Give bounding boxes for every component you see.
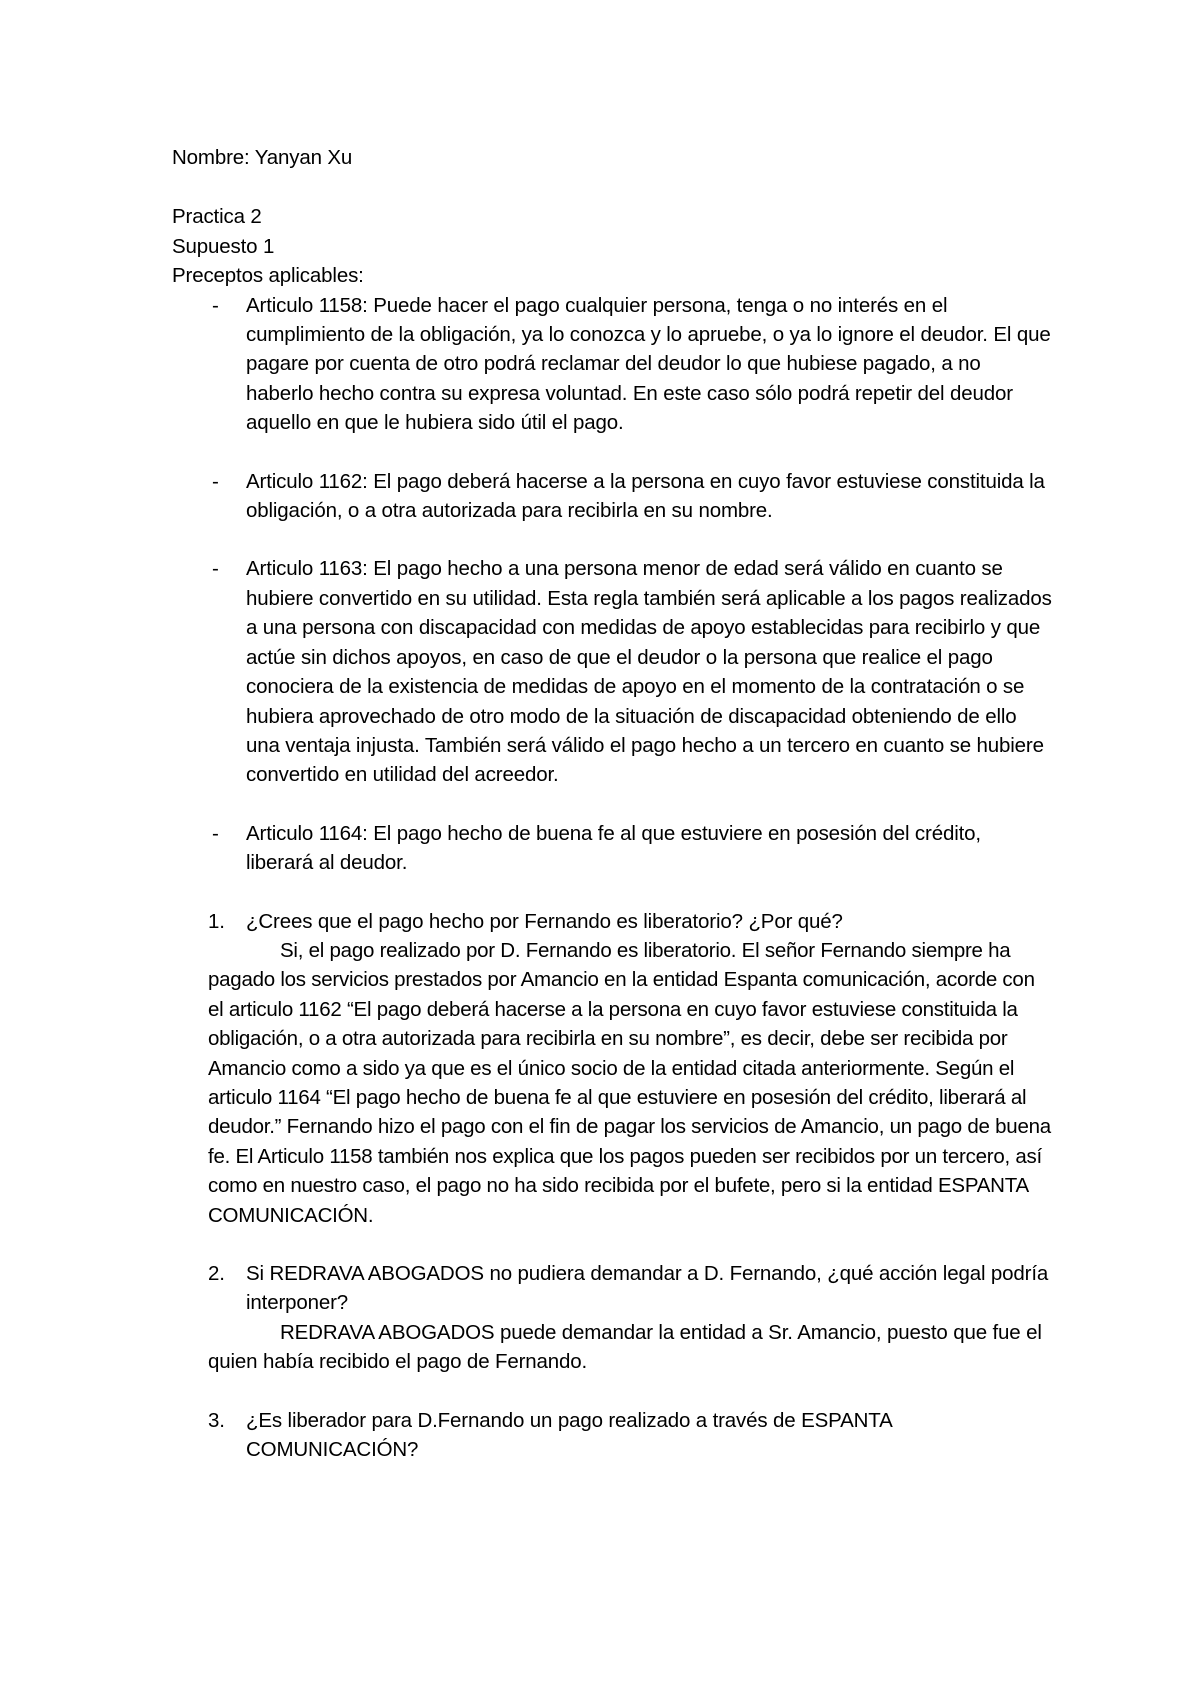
dash-marker: - — [212, 293, 219, 317]
spacer — [172, 790, 1052, 819]
dash-marker: - — [212, 469, 219, 493]
answer-text: Si, el pago realizado por D. Fernando es liberatorio. El señor Fernando siempre ha pagado los servicios prestados por Amancio en la entidad Espanta comunicación, acorde con el articulo 1162 “El pago deberá hacerse a la persona en cuyo favor estuviese constituida la obligación, o a otra autorizada para recibirla en su nombre”, es decir, debe ser recibida por Amancio como a sido ya que es el único socio de la entidad citada anteriormente. Según el articulo 1164 “El pago hecho de buena fe al que estuviere en posesión del crédito, liberará al deudor.” Fernando hizo el pago con el fin de pagar los servicios de Amancio, un pago de buena fe. El Articulo 1158 también nos explica que los pagos pueden ser recibidos por un tercero, así como en nuestro caso, el pago no ha sido recibida por el bufete, pero si la entidad ESPANTA COMUNICACIÓN. — [208, 938, 1051, 1227]
practice-title: Practica 2 — [172, 205, 262, 229]
document-body — [172, 143, 1052, 1464]
question-number: 2. — [208, 1262, 225, 1285]
question-item-2 — [172, 1259, 1052, 1318]
question-item-1 — [172, 907, 1052, 936]
precepts-heading: Preceptos aplicables: — [172, 264, 364, 288]
dash-marker: - — [212, 821, 219, 845]
question-number: 1. — [208, 909, 225, 933]
spacer — [172, 172, 1052, 202]
spacer — [172, 438, 1052, 467]
dash-marker: - — [212, 557, 219, 581]
spacer — [172, 1230, 1052, 1259]
precept-item-1163 — [172, 554, 1052, 789]
question-number: 3. — [208, 1408, 225, 1432]
spacer — [172, 1377, 1052, 1406]
precept-text: Articulo 1164: El pago hecho de buena fe al que estuviere en posesión del crédito, liberará al deudor. — [246, 821, 981, 875]
question-item-3 — [172, 1406, 1052, 1465]
spacer — [172, 878, 1052, 907]
precept-text: Articulo 1162: El pago deberá hacerse a la persona en cuyo favor estuviese constituida la obligación, o a otra autorizada para recibirla en su nombre. — [246, 469, 1045, 523]
case-title: Supuesto 1 — [172, 234, 275, 258]
precept-item-1158 — [172, 291, 1052, 438]
spacer — [172, 525, 1052, 554]
precept-item-1162 — [172, 467, 1052, 526]
question-text: Si REDRAVA ABOGADOS no pudiera demandar a D. Fernando, ¿qué acción legal podría interponer? — [246, 1262, 1049, 1315]
question-text: ¿Es liberador para D.Fernando un pago realizado a través de ESPANTA COMUNICACIÓN? — [246, 1408, 892, 1462]
question-text: ¿Crees que el pago hecho por Fernando es liberatorio? ¿Por qué? — [246, 909, 843, 933]
answer-text: REDRAVA ABOGADOS puede demandar la entidad a Sr. Amancio, puesto que fue el quien había recibido el pago de Fernando. — [208, 1320, 1042, 1374]
precept-text: Articulo 1158: Puede hacer el pago cualquier persona, tenga o no interés en el cumplimiento de la obligación, ya lo conozca y lo apruebe, o ya lo ignore el deudor. El que pagare por cuenta de otro podrá reclamar del deudor lo que hubiese pagado, a no haberlo hecho contra su expresa voluntad. En este caso sólo podrá repetir del deudor aquello en que le hubiera sido útil el pago. — [246, 293, 1051, 435]
precept-item-1164 — [172, 819, 1052, 878]
precept-text: Articulo 1163: El pago hecho a una persona menor de edad será válido en cuanto se hubiere convertido en su utilidad. Esta regla también será aplicable a los pagos realizados a una persona con discapacidad con medidas de apoyo establecidas para recibirlo y que actúe sin dichos apoyos, en caso de que el deudor o la persona que realice el pago conociera de la existencia de medidas de apoyo en el momento de la contratación o se hubiera aprovechado de otro modo de la situación de discapacidad obteniendo de ello una ventaja injusta. También será válido el pago hecho a un tercero en cuanto se hubiere convertido en utilidad del acreedor. — [246, 557, 1052, 787]
student-name: Nombre: Yanyan Xu — [172, 146, 353, 169]
